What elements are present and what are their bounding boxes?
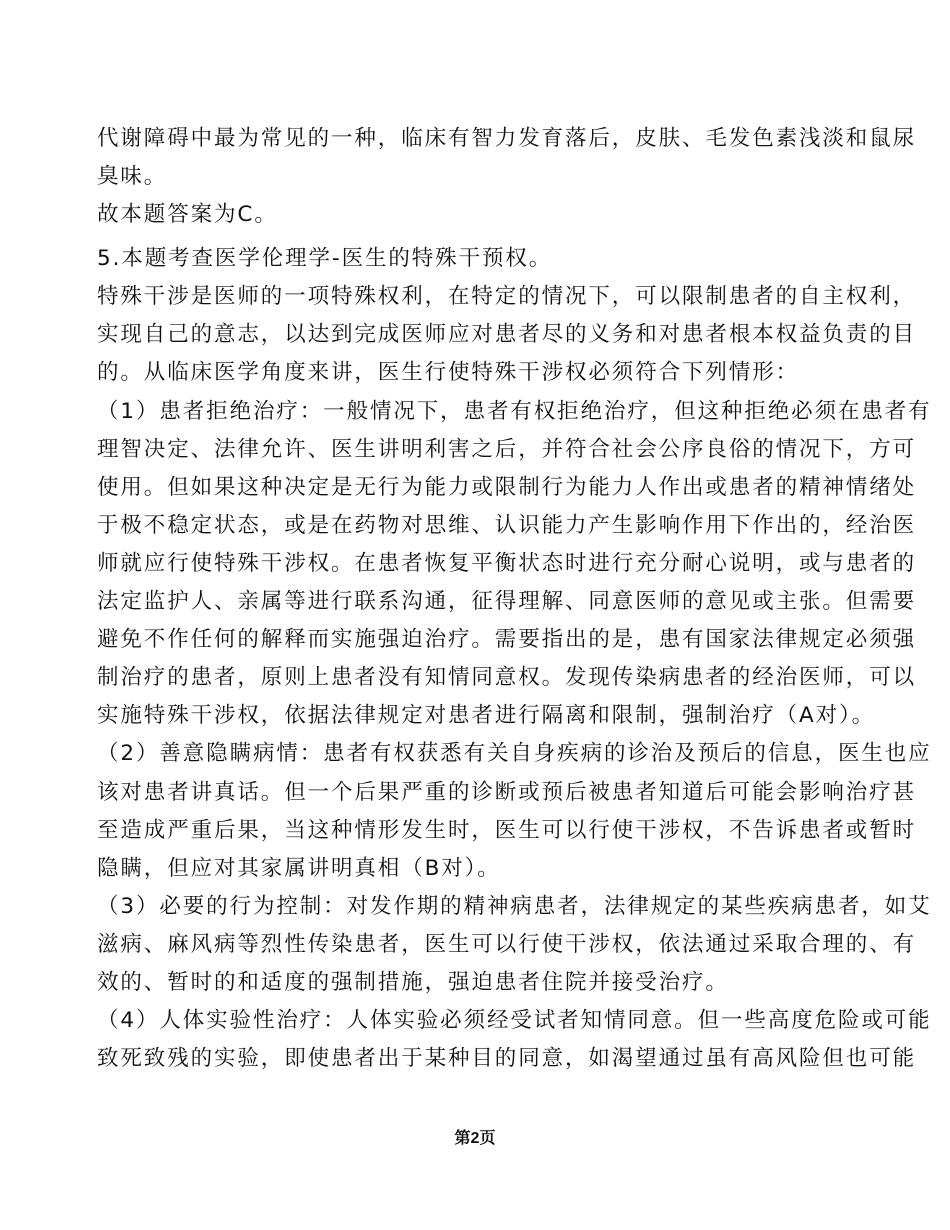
text-line: （3）必要的行为控制：对发作期的精神病患者，法律规定的某些疾病患者，如艾 <box>97 893 932 919</box>
page-body <box>97 124 932 1082</box>
text-line: 的。从临床医学角度来讲，医生行使特殊干涉权必须符合下列情形： <box>97 360 800 386</box>
text-line: 代谢障碍中最为常见的一种，临床有智力发育落后，皮肤、毛发色素浅淡和鼠尿 <box>97 126 917 151</box>
text-line: 隐瞒，但应对其家属讲明真相（B对）。 <box>97 855 501 881</box>
text-line: 效的、暂时的和适度的强制措施，强迫患者住院并接受治疗。 <box>97 969 729 995</box>
text-line: 实现自己的意志，以达到完成医师应对患者尽的义务和对患者根本权益负责的目 <box>97 322 917 348</box>
text-line: 师就应行使特殊干涉权。在患者恢复平衡状态时进行充分耐心说明，或与患者的 <box>97 550 917 576</box>
text-line: （1）患者拒绝治疗：一般情况下，患者有权拒绝治疗，但这种拒绝必须在患者有 <box>97 398 932 424</box>
text-line: 避免不作任何的解释而实施强迫治疗。需要指出的是，患有国家法律规定必须强 <box>97 627 917 653</box>
text-line: 臭味。 <box>97 164 168 190</box>
question-heading: 5.本题考查医学伦理学-医生的特殊干预权。 <box>97 246 553 272</box>
text-line: 该对患者讲真话。但一个后果严重的诊断或预后被患者知道后可能会影响治疗甚 <box>97 779 917 805</box>
text-line: 制治疗的患者，原则上患者没有知情同意权。发现传染病患者的经治医师，可以 <box>97 665 917 691</box>
text-line: 滋病、麻风病等烈性传染患者，医生可以行使干涉权，依法通过采取合理的、有 <box>97 931 917 957</box>
text-line: 理智决定、法律允许、医生讲明利害之后，并符合社会公序良俗的情况下，方可 <box>97 436 917 462</box>
text-line: 特殊干涉是医师的一项特殊权利，在特定的情况下，可以限制患者的自主权利， <box>97 284 917 310</box>
text-line: 使用。但如果这种决定是无行为能力或限制行为能力人作出或患者的精神情绪处 <box>97 474 917 500</box>
text-line: 实施特殊干涉权，依据法律规定对患者进行隔离和限制，强制治疗（A对）。 <box>97 703 876 729</box>
text-line: 致死致残的实验，即使患者出于某种目的同意，如渴望通过虽有高风险但也可能 <box>97 1046 917 1072</box>
text-line: 至造成严重后果，当这种情形发生时，医生可以行使干涉权，不告诉患者或暂时 <box>97 817 917 843</box>
text-line: （2）善意隐瞒病情：患者有权获悉有关自身疾病的诊治及预后的信息，医生也应 <box>97 741 932 767</box>
text-line: 法定监护人、亲属等进行联系沟通，征得理解、同意医师的意见或主张。但需要 <box>97 589 917 615</box>
text-line: （4）人体实验性治疗：人体实验必须经受试者知情同意。但一些高度危险或可能 <box>97 1008 932 1034</box>
answer-line: 故本题答案为C。 <box>97 202 278 228</box>
text-line: 于极不稳定状态，或是在药物对思维、认识能力产生影响作用下作出的，经治医 <box>97 512 917 538</box>
page-number: 第2页 <box>454 1130 496 1147</box>
